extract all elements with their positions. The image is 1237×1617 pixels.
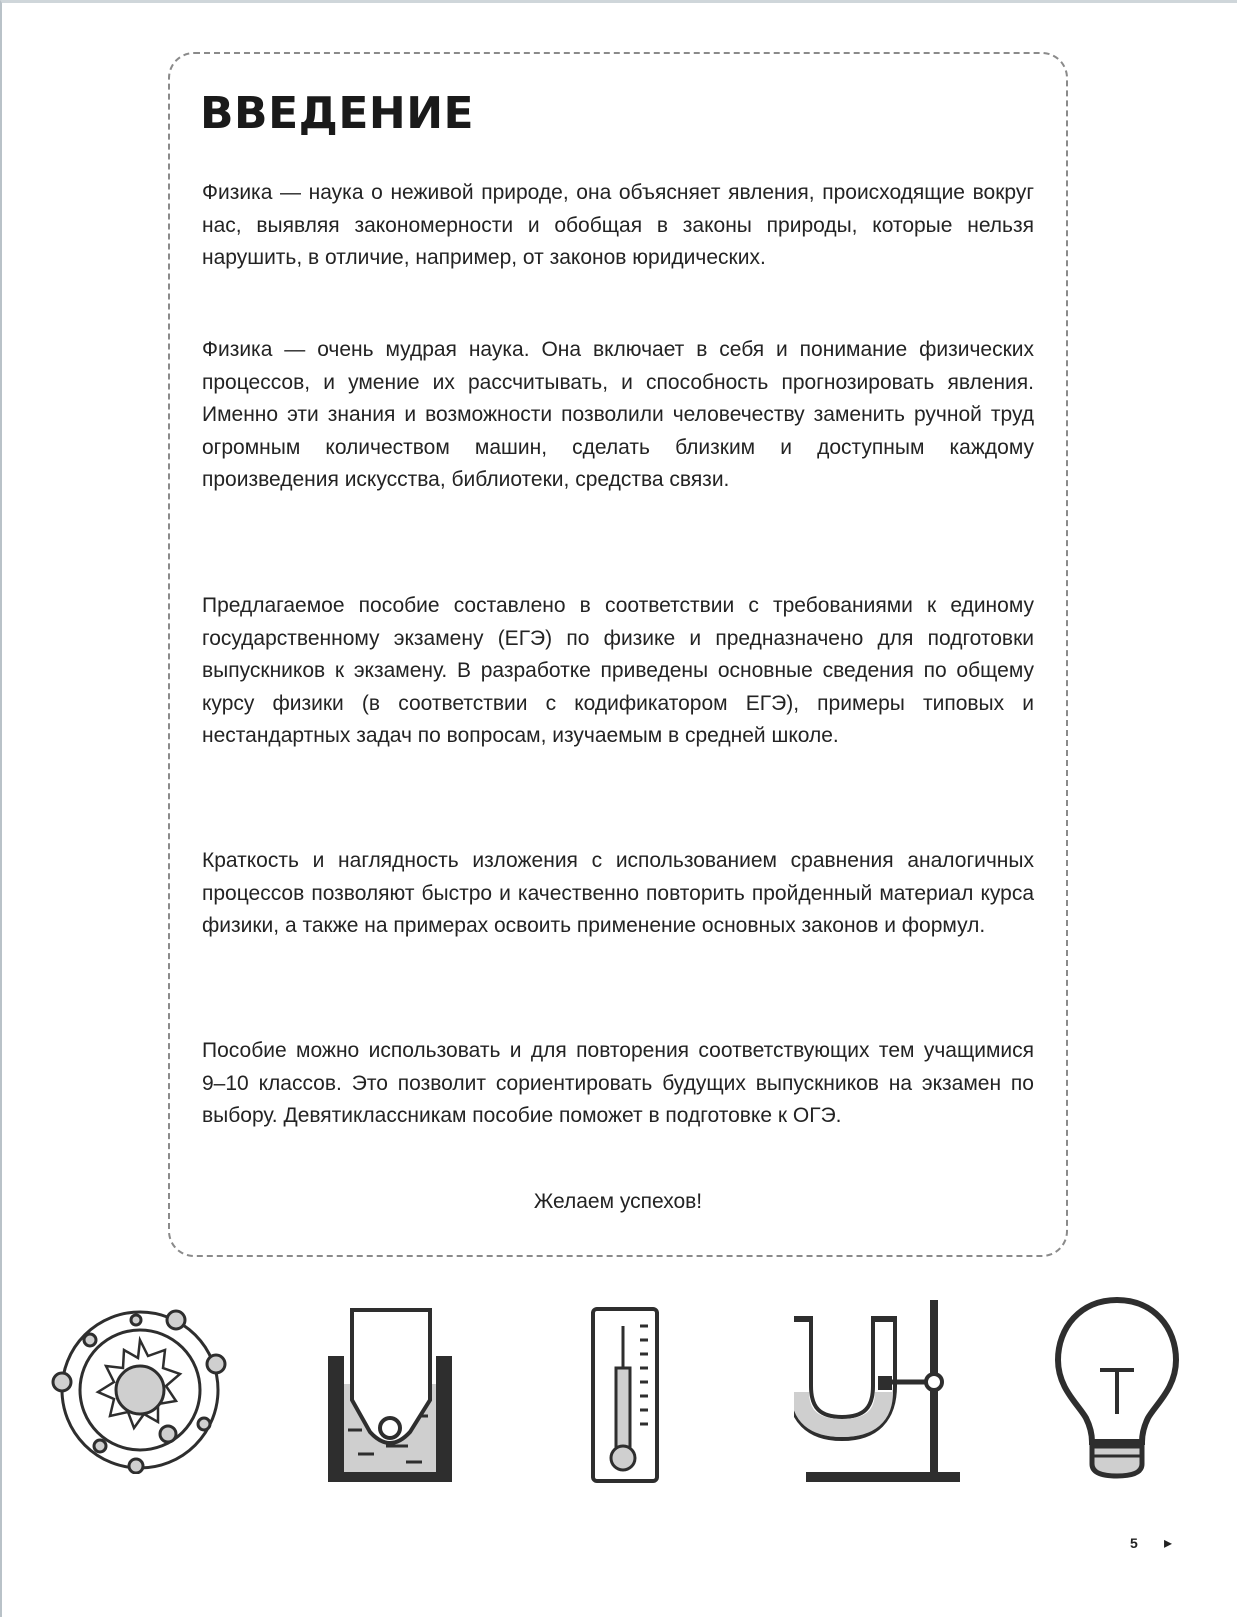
intro-paragraph-3: Предлагаемое пособие составлено в соответствии с требованиями к единому государственному экзамену (ЕГЭ) по физике и предназначено для подготовки выпускников к экзамену. В разработке приведены основные сведения по общему курсу физики (в соответствии с кодификатором ЕГЭ), примеры типовых и нестандартных задач по вопросам, изучаемым в средней школе. [202,594,1034,747]
light-bulb-icon [1052,1296,1182,1480]
intro-paragraph-4: Краткость и наглядность изложения с использованием сравнения аналогичных процессов позволяют быстро и качественно повторить пройденный материал курса физики, а также на примерах освоить применение основных законов и формул. [202,849,1034,937]
thermometer-icon [590,1306,662,1486]
intro-paragraph-2: Физика — очень мудрая наука. Она включает в себя и понимание физических процессов, и умение их рассчитывать, и способность прогнозировать явления. Именно эти знания и возможности позволили человечеству заменить ручной труд огромным количеством машин, сделать близким и доступным каждому произведения искусства, библиотеки, средства связи. [202,338,1034,491]
atom-icon [48,1306,232,1474]
u-tube-on-stand-icon [794,1296,968,1486]
page-title: ВВЕДЕНИЕ [200,88,475,139]
page-number: 5 [1130,1535,1138,1551]
intro-paragraph-5: Пособие можно использовать и для повторения соответствующих тем учащимися 9–10 классов. Это позволит сориентировать будущих выпускников на экзамен по выбору. Девятиклассникам пособие поможет в подготовке к ОГЭ. [202,1039,1034,1127]
physics-icons-row [0,1290,1237,1520]
beaker-with-tube-icon [318,1304,462,1484]
closing-wish: Желаем успехов! [533,1190,703,1213]
next-page-arrow[interactable]: ▸ [1164,1535,1173,1552]
intro-paragraph-1: Физика — наука о неживой природе, она объясняет явления, происходящие вокруг нас, выявляя закономерности и обобщая в законы природы, которые нельзя нарушить, в отличие, например, от законов юридических. [202,181,1034,269]
